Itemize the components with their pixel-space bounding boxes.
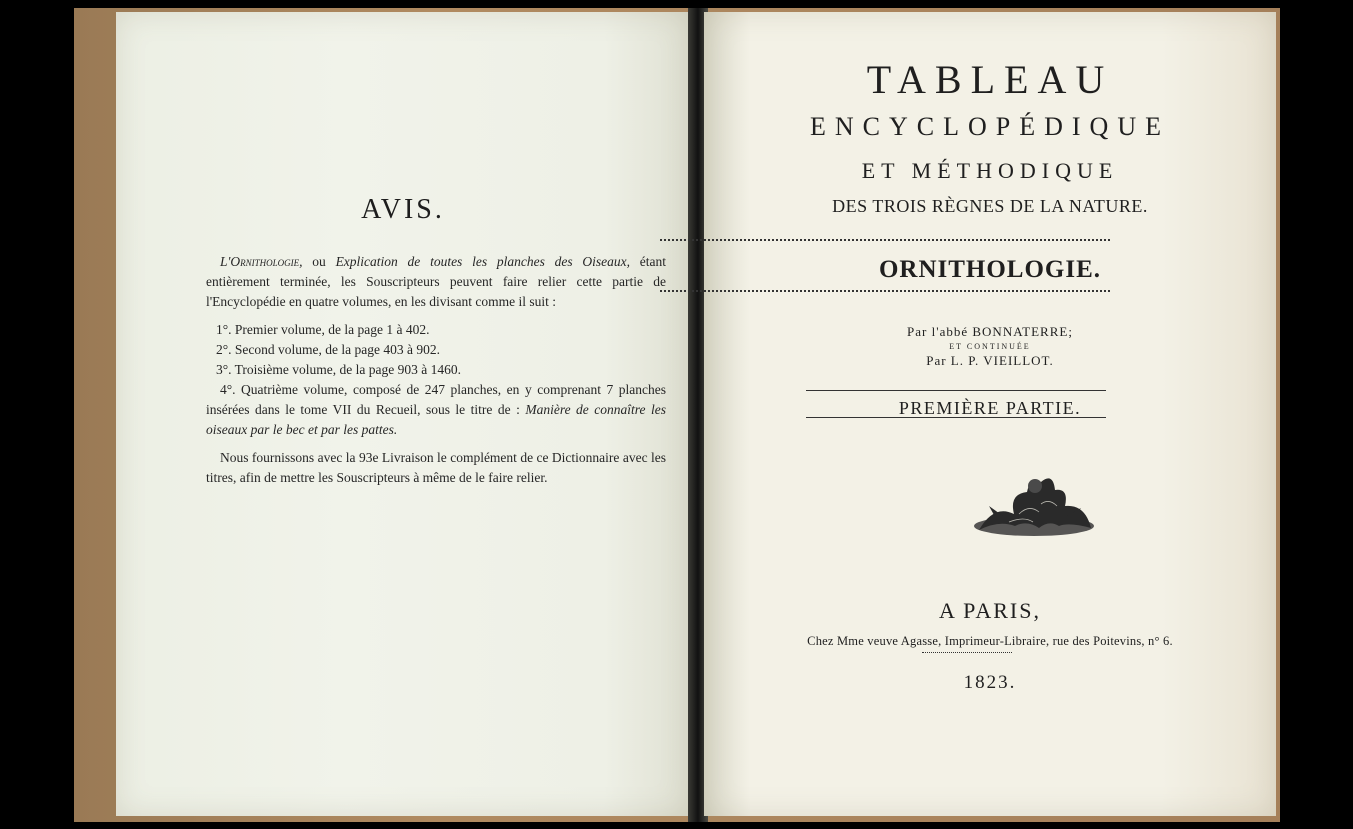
title-trois-regnes: DES TROIS RÈGNES DE LA NATURE. [832, 196, 1148, 216]
volume-line-2: 2°. Second volume, de la page 403 à 902. [216, 342, 440, 357]
title-tableau: TABLEAU [866, 57, 1114, 102]
spacer [206, 312, 666, 320]
right-page [704, 12, 1276, 816]
title-methodique: ET MÉTHODIQUE [861, 158, 1119, 183]
avis-title: AVIS. [361, 194, 445, 225]
continued-label: ET CONTINUÉE [949, 342, 1031, 351]
printer-line: Chez Mme veuve Agasse, Imprimeur-Libraire, rue des Poitevins, n° 6. [807, 634, 1173, 648]
book-spread [74, 8, 1280, 822]
avis-intro-connector: ou [302, 254, 336, 269]
spacer [206, 440, 666, 448]
city-line: A PARIS, [938, 598, 1041, 623]
bottom-dotted-rule [660, 290, 1110, 292]
part-lower-rule [806, 417, 1106, 418]
author-line-2: Par L. P. VIEILLOT. [926, 353, 1054, 368]
year-line: 1823. [963, 672, 1017, 693]
avis-intro-italic: Explication de toutes les planches des Oiseaux, [335, 254, 630, 269]
volume-line-4 [206, 380, 666, 440]
volume-line-3: 3°. Troisième volume, de la page 903 à 1460. [216, 362, 461, 377]
avis-intro-rest: étant entièrement terminée, les Souscripteurs peuvent faire relier cette partie de l'Encyclopédie en quatre volumes, en les divisant comme il suit : [206, 254, 666, 309]
volume4-text: 4°. Quatrième volume, composé de 247 planches, en y comprenant 7 planches insérées dans le tome VII du Recueil, sous le titre de : [206, 382, 666, 417]
title-encyclopedique: ENCYCLOPÉDIQUE [810, 112, 1170, 141]
year-dotted-rule [922, 652, 1012, 653]
author-line-1: Par l'abbé BONNATERRE; [907, 324, 1073, 339]
volume4-italic: Manière de connaître les oiseaux par le bec et par les pattes. [206, 402, 666, 437]
ornamental-vignette-icon [969, 464, 1099, 544]
avis-closing-paragraph: Nous fournissons avec la 93e Livraison le complément de ce Dictionnaire avec les titres, afin de mettre les Souscripteurs à même de le faire relier. [206, 450, 666, 485]
part-title: PREMIÈRE PARTIE. [898, 398, 1082, 418]
volume-line-1: 1°. Premier volume, de la page 1 à 402. [216, 322, 430, 337]
top-dotted-rule [660, 239, 1110, 241]
avis-body [206, 252, 666, 488]
left-page [116, 12, 690, 816]
avis-intro-paragraph [206, 252, 666, 312]
part-upper-rule [806, 390, 1106, 391]
subject-title: ORNITHOLOGIE. [878, 256, 1102, 283]
avis-intro-small-caps: L'Ornithologie, [220, 254, 303, 269]
